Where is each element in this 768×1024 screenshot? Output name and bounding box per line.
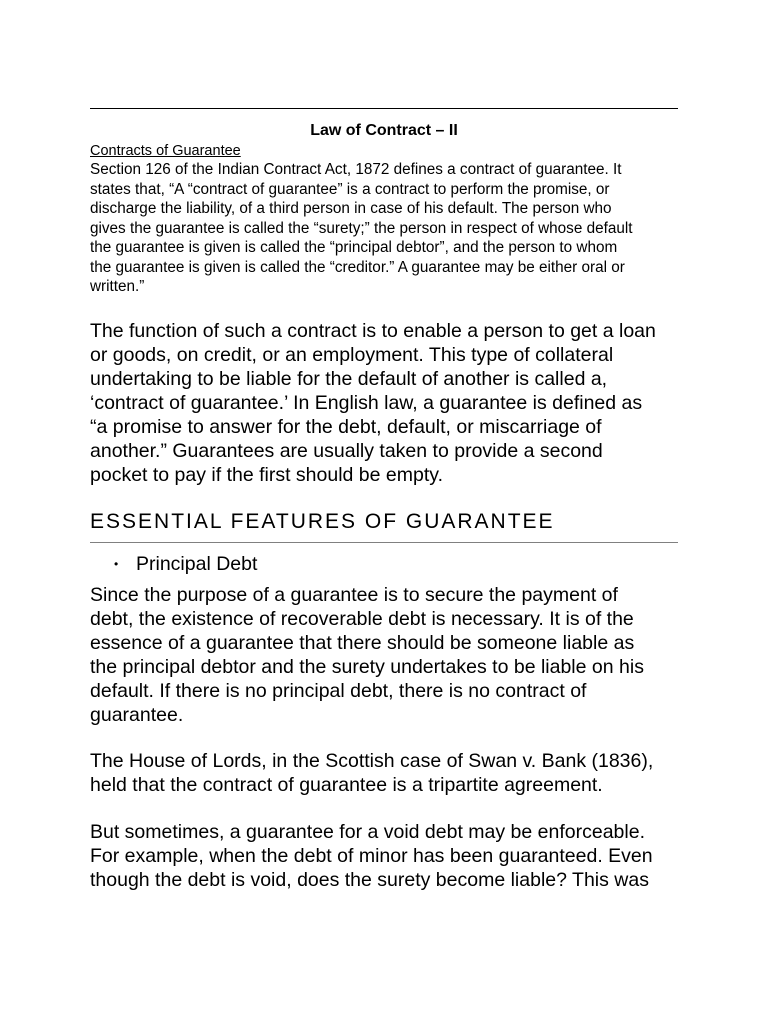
paragraph-line: held that the contract of guarantee is a tripartite agreement. [90,774,603,796]
top-divider [90,108,678,109]
paragraph-line: But sometimes, a guarantee for a void debt may be enforceable. [90,821,645,843]
intro-paragraph [90,160,690,297]
bullet-icon: • [114,557,119,571]
paragraph-line: guarantee. [90,704,184,726]
paragraph-line: Since the purpose of a guarantee is to secure the payment of [90,584,618,606]
paragraph-line: gives the guarantee is called the “surety;” the person in respect of whose default [90,219,633,237]
paragraph-line: discharge the liability, of a third person in case of his default. The person who [90,200,612,217]
bullet-label: Principal Debt [136,553,258,575]
void-debt-paragraph [90,820,710,892]
paragraph-line: or goods, on credit, or an employment. This type of collateral [90,344,614,366]
heading-divider [90,542,678,543]
paragraph-line: another.” Guarantees are usually taken to provide a second [90,440,603,462]
paragraph-line: “a promise to answer for the debt, default, or miscarriage of [90,416,602,438]
paragraph-line: The House of Lords, in the Scottish case of Swan v. Bank (1836), [90,750,654,772]
section-link-contracts-of-guarantee[interactable]: Contracts of Guarantee [90,143,241,159]
paragraph-line: default. If there is no principal debt, there is no contract of [90,680,587,702]
paragraph-line: undertaking to be liable for the default of another is called a, [90,368,608,390]
purpose-paragraph [90,583,710,727]
paragraph-line: essence of a guarantee that there should be someone liable as [90,632,635,654]
paragraph-line: pocket to pay if the first should be empty. [90,464,443,486]
paragraph-line: Section 126 of the Indian Contract Act, 1872 defines a contract of guarantee. It [90,161,622,178]
paragraph-line: states that, “A “contract of guarantee” is a contract to perform the promise, or [90,180,610,198]
paragraph-line: written.” [90,278,145,295]
paragraph-line: though the debt is void, does the surety become liable? This was [90,869,649,891]
paragraph-line: the guarantee is given is called the “creditor.” A guarantee may be either oral or [90,258,625,276]
paragraph-line: ‘contract of guarantee.’ In English law, a guarantee is defined as [90,392,643,414]
paragraph-line: debt, the existence of recoverable debt is necessary. It is of the [90,608,634,630]
paragraph-line: the principal debtor and the surety undertakes to be liable on his [90,656,644,678]
paragraph-line: The function of such a contract is to enable a person to get a loan [90,320,656,342]
section-heading: ESSENTIAL FEATURES OF GUARANTEE [90,510,555,533]
document-title: Law of Contract – II [310,122,458,139]
paragraph-line: the guarantee is given is called the “principal debtor”, and the person to whom [90,239,618,256]
function-paragraph [90,319,710,487]
house-of-lords-paragraph [90,749,710,797]
paragraph-line: For example, when the debt of minor has been guaranteed. Even [90,845,653,867]
